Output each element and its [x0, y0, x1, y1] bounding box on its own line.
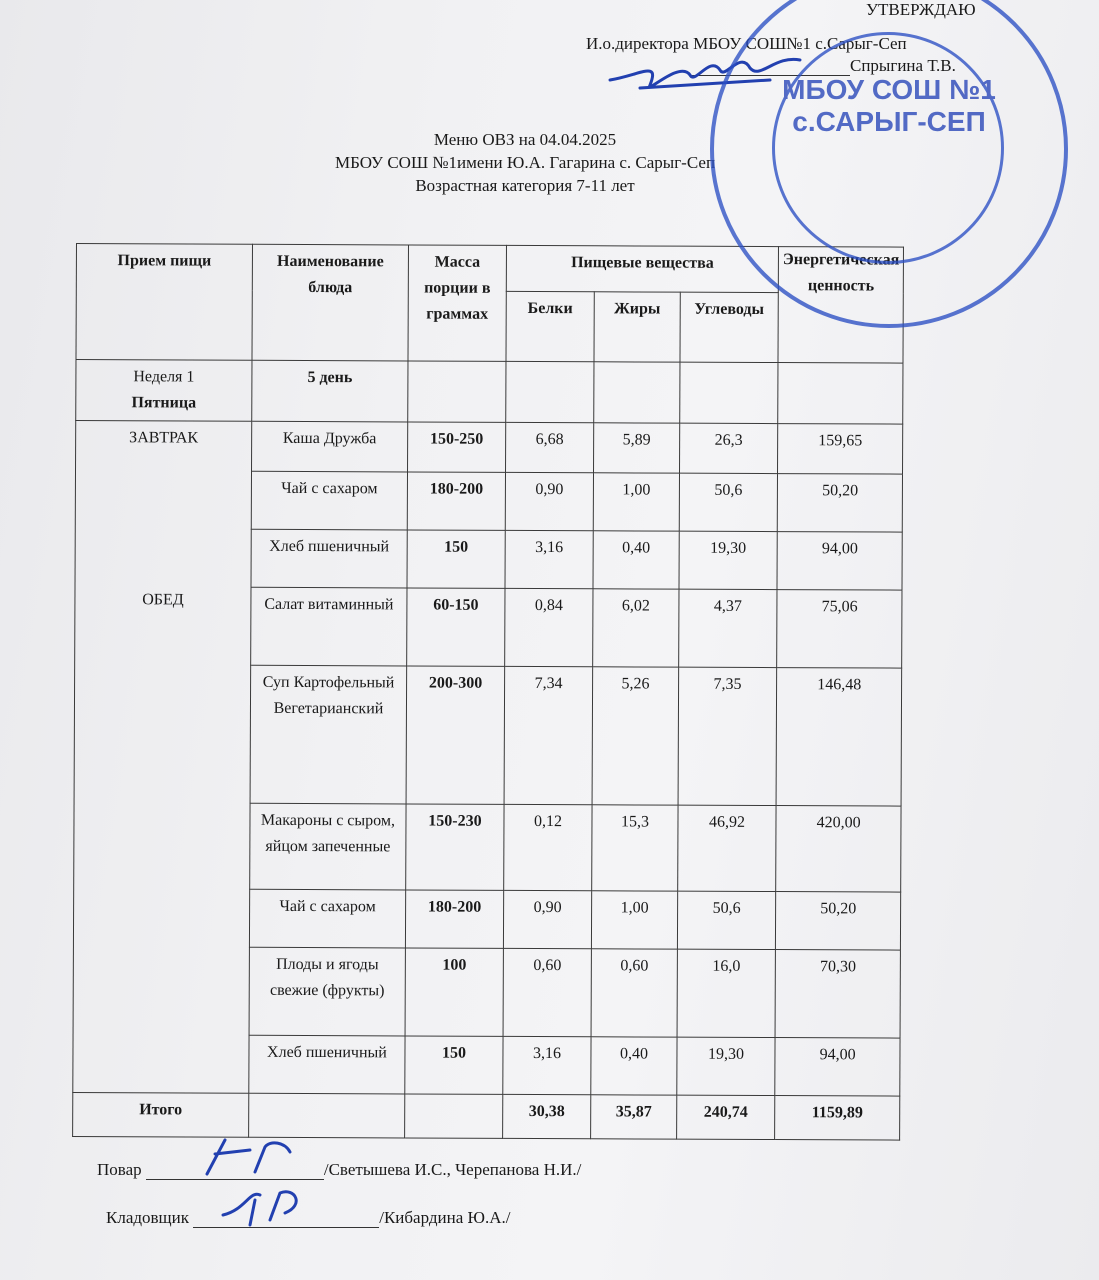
total-label: Итого: [73, 1092, 249, 1137]
storekeeper-signature: [215, 1185, 325, 1230]
dish-mass: 100: [405, 948, 503, 1036]
stamp-line-2: с.САРЫГ-СЕП: [792, 106, 986, 137]
header-carbs: Углеводы: [680, 292, 778, 362]
dish-protein: 0,12: [504, 804, 592, 890]
dish-energy: 50,20: [777, 474, 903, 533]
dish-carbs: 16,0: [677, 949, 775, 1037]
dish-name: Макароны с сыром, яйцом запеченные: [250, 803, 406, 890]
week-cell: [76, 360, 252, 422]
lunch-label: ОБЕД: [142, 591, 184, 609]
dish-protein: 0,90: [503, 890, 591, 948]
day-label: 5 день: [252, 360, 408, 422]
dish-energy: 159,65: [778, 424, 904, 475]
storekeeper-name: /Кибардина Ю.А./: [379, 1208, 511, 1227]
dish-fat: 6,02: [593, 589, 679, 667]
dish-protein: 0,60: [503, 948, 591, 1036]
dish-energy: 75,06: [777, 590, 903, 669]
dish-name: Хлеб пшеничный: [249, 1035, 405, 1094]
breakfast-label: ЗАВТРАК: [129, 429, 199, 447]
dish-fat: 1,00: [591, 891, 677, 949]
dish-fat: 1,00: [593, 473, 679, 531]
header-mass: Масса порции в граммах: [408, 245, 507, 361]
menu-date-line: Меню ОВЗ на 04.04.2025: [433, 130, 617, 149]
dish-mass: 150: [405, 1036, 503, 1094]
header-nutrients: Пищевые вещества: [506, 245, 778, 292]
dish-name: Чай с сахаром: [249, 889, 405, 948]
dish-protein: 3,16: [505, 530, 593, 588]
director-name: Спрыгина Т.В.: [850, 56, 956, 75]
dish-fat: 0,40: [591, 1037, 677, 1095]
dish-name: Каша Дружба: [252, 421, 408, 472]
meal-cell: [73, 421, 252, 1094]
header-fat: Жиры: [594, 292, 680, 362]
dish-mass: 150-250: [408, 422, 506, 472]
dish-name: Чай с сахаром: [251, 471, 407, 530]
stamp-text: [714, 74, 1064, 138]
dish-carbs: 19,30: [677, 1037, 775, 1095]
dish-energy: 94,00: [777, 532, 903, 591]
dish-fat: 5,89: [594, 423, 680, 473]
cook-signature: [195, 1132, 315, 1182]
approval-heading: УТВЕРЖДАЮ: [866, 0, 976, 19]
storekeeper-label: Кладовщик: [106, 1208, 189, 1227]
cook-signature-row: [97, 1160, 581, 1180]
header-meal: Прием пищи: [76, 244, 253, 361]
header-energy: Энергетическая ценность: [778, 247, 904, 364]
dish-fat: 0,60: [591, 949, 677, 1037]
dish-name: Салат витаминный: [251, 587, 407, 666]
total-protein: 30,38: [503, 1094, 591, 1138]
approval-position: И.о.директора МБОУ СОШ№1 с.Сарыг-Сеп: [586, 34, 907, 53]
dish-mass: 150: [407, 530, 505, 588]
dish-energy: 94,00: [775, 1038, 901, 1097]
dish-carbs: 46,92: [678, 805, 776, 891]
cook-label: Повар: [97, 1160, 142, 1179]
dish-protein: 7,34: [504, 666, 593, 804]
week-label: Неделя 1: [133, 368, 195, 386]
dish-fat: 5,26: [592, 667, 679, 805]
dish-protein: 0,84: [505, 588, 593, 666]
weekday-label: Пятница: [131, 394, 197, 412]
total-carbs: 240,74: [677, 1095, 775, 1139]
dish-carbs: 19,30: [679, 531, 777, 589]
stamp-inner-ring: [772, 32, 1004, 264]
dish-carbs: 4,37: [679, 589, 777, 667]
dish-fat: 0,40: [593, 531, 679, 589]
dish-mass: 150-230: [406, 804, 504, 890]
cook-names: /Светышева И.С., Черепанова Н.И./: [323, 1160, 582, 1179]
dish-name: Плоды и ягоды свежие (фрукты): [249, 947, 405, 1036]
table-row: [76, 360, 904, 425]
dish-name: Хлеб пшеничный: [251, 529, 407, 588]
dish-protein: 0,90: [505, 472, 593, 530]
dish-energy: 50,20: [775, 892, 901, 951]
dish-fat: 15,3: [592, 805, 678, 891]
school-line: МБОУ СОШ №1имени Ю.А. Гагарина с. Сарыг-Сеп: [334, 153, 716, 172]
dish-mass: 60-150: [407, 588, 505, 666]
dish-name: Суп Картофельный Вегетарианский: [250, 665, 407, 804]
dish-mass: 180-200: [407, 472, 505, 530]
stamp-line-1: МБОУ СОШ №1: [782, 74, 996, 105]
dish-energy: 420,00: [776, 806, 902, 893]
menu-table: [72, 243, 904, 1141]
header-protein: Белки: [506, 291, 594, 361]
dish-carbs: 50,6: [677, 891, 775, 949]
dish-mass: 180-200: [405, 890, 503, 948]
dish-carbs: 50,6: [679, 473, 777, 531]
dish-energy: 146,48: [776, 668, 902, 807]
table-row: [76, 421, 904, 475]
dish-energy: 70,30: [775, 950, 901, 1039]
dish-protein: 3,16: [503, 1036, 591, 1094]
dish-protein: 6,68: [506, 422, 594, 472]
total-fat: 35,87: [591, 1095, 677, 1139]
dish-mass: 200-300: [406, 666, 505, 804]
dish-carbs: 26,3: [680, 423, 778, 473]
dish-carbs: 7,35: [678, 667, 777, 805]
total-energy: 1159,89: [775, 1096, 901, 1141]
age-category-line: Возрастная категория 7-11 лет: [415, 176, 635, 195]
header-dish: Наименование блюда: [252, 244, 409, 361]
